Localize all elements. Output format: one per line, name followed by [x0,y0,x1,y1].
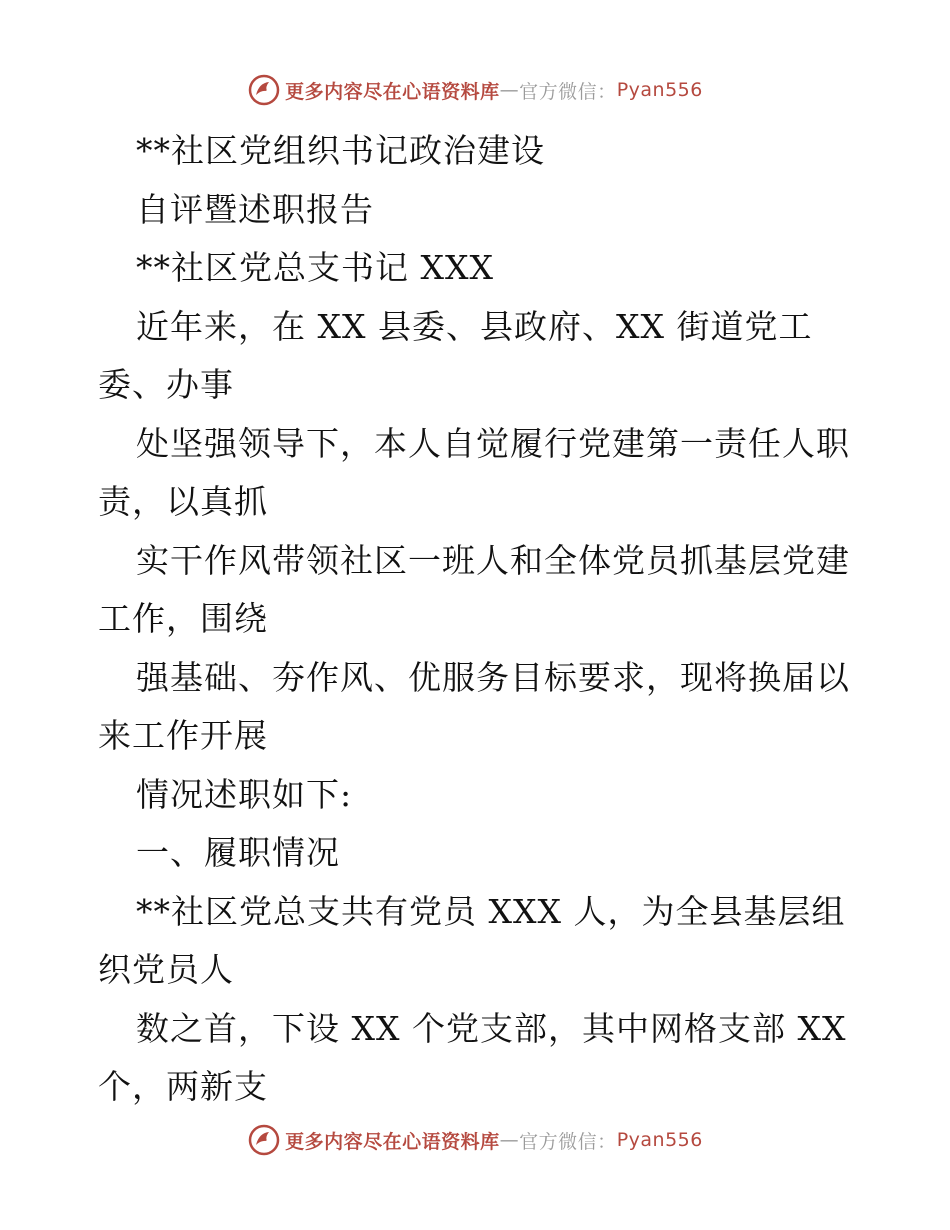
section-heading: 一、履职情况 [136,833,340,872]
paragraph-line: 委、办事 [98,365,234,404]
paragraph-line: 近年来，在 XX 县委、县政府、XX 街道党工 [136,306,813,346]
paragraph-line: 数之首，下设 XX 个党支部，其中网格支部 XX [136,1008,847,1048]
watermark-separator: — [499,79,520,101]
paragraph-line: 处坚强领导下，本人自觉履行党建第一责任人职 [136,423,850,463]
doc-title-line: **社区党组织书记政治建设 [136,131,545,170]
paragraph-line: 强基础、夯作风、优服务目标要求，现将换届以 [136,657,850,697]
doc-author-line: **社区党总支书记 XXX [136,248,494,287]
paragraph-line: 织党员人 [98,950,234,989]
watermark-separator: — [499,1129,520,1151]
watermark-main-text: 更多内容尽在心语资料库 [285,80,500,103]
paragraph-line: 责，以真抓 [98,482,268,521]
logo-icon [247,73,281,107]
paragraph-line: 实干作风带领社区一班人和全体党员抓基层党建 [136,540,850,580]
logo-icon [247,1123,281,1157]
header-watermark [0,72,950,108]
paragraph-line: 个，两新支 [98,1067,268,1106]
paragraph-line: 来工作开展 [98,716,268,755]
watermark-id: Pyan556 [616,1129,703,1151]
watermark-label: 官方微信： [519,80,617,103]
paragraph-line: 工作，围绕 [98,599,268,638]
watermark-main-text: 更多内容尽在心语资料库 [285,1130,500,1153]
watermark-id: Pyan556 [616,79,703,101]
paragraph-line: **社区党总支共有党员 XXX 人，为全县基层组 [136,891,846,931]
footer-watermark [0,1122,950,1158]
watermark-label: 官方微信： [519,1130,617,1153]
document-body [98,122,858,1117]
paragraph-line: 情况述职如下: [136,774,353,814]
doc-subtitle-line: 自评暨述职报告 [136,189,374,229]
